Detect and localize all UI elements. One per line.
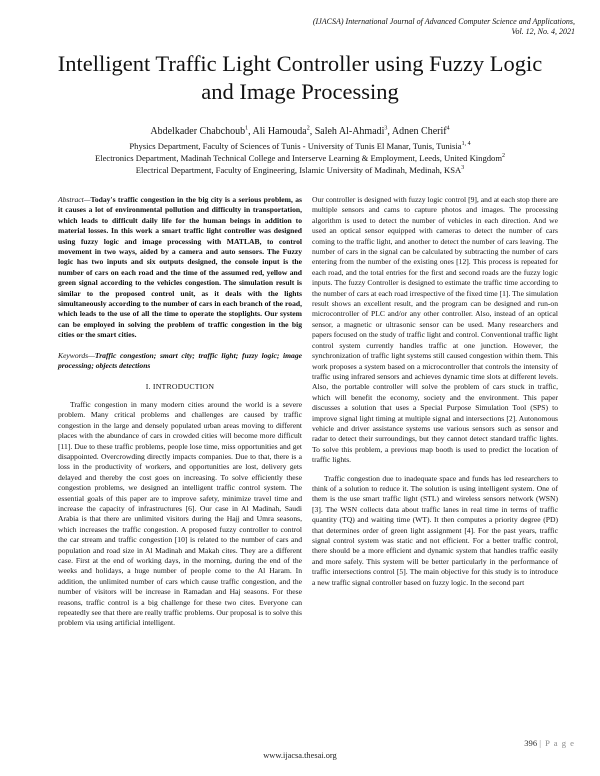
author-name: Ali Hamouda: [252, 126, 307, 137]
author-name: Adnen Cherif: [391, 126, 447, 137]
body-paragraph: Our controller is designed with fuzzy logic control [9], and at each stop there are multiple sensors and cams to capture photos and images. The processing algorithm is used to detect the number of vehicles in each direction. And we used an optical sensor equipped with cameras to detect the number of cars coming to the traffic light, and another to detect the number of cars leaving. The number of cars in the signal can be calculated by subtracting the number of cars entering from the number of the existing ones [12]. This process is repeated for each road, and the total entries for the first and second roads are the fuzzy logic inputs. The fuzzy Controller is designed to estimate the traffic time according to the number of cars at each road irrespective of the fixed time [1]. The simulation result shows an excellent result, and the program can be designed and run-on microcontroller of PLC and/or any other controller. Also, instead of an optical sensor, a magnetic or ultrasonic sensor can be used. Many researchers and papers focused on the study of traffic light and control. Conventional traffic light control system currently handles traffic at one junction. However, the synchronization of traffic light systems still caused congestion within them. This work proposes a system based on a microcontroller that controls the intensity of traffic using infrared sensors and achieves dynamic time slots at different levels. Also, the portable controller will solve the problem of cars stuck in traffic, which will benefit the economy, society and the environment. This paper discusses a solution that uses a Special Purpose Simulation Tool (SPS) to improve signal light timing at multiple signal and intersections [2]. Autonomous vehicle and driver assistance systems use various sensors such as sensor and radar to detect their surroundings, but they cannot detect standard traffic lights. To solve this problem, a previous map booth is used to predict the location of traffic lights.: [312, 195, 558, 465]
affiliation-list: [0, 140, 600, 176]
keywords: [58, 351, 302, 372]
journal-header: [215, 17, 575, 36]
affiliation-text: Electrical Department, Faculty of Engineering, Islamic University of Madinah, Medinah, KSA: [135, 165, 462, 175]
page-label: | P a g e: [539, 738, 575, 748]
journal-name: (IJACSA) International Journal of Advanced Computer Science and Applications,: [312, 17, 575, 26]
affiliation-text: Physics Department, Faculty of Sciences of Tunis - University of Tunis El Manar, Tunis, Tunisia: [129, 141, 462, 151]
keywords-text: Traffic congestion; smart city; traffic light; fuzzy logic; image processing; objects detections: [58, 350, 302, 371]
abstract-lead: Abstract—: [58, 195, 91, 204]
keywords-lead: Keywords—: [58, 350, 95, 360]
author-list: Abdelkader Chabchoub$^1$, Ali Hamouda$^2$, Saleh Al-Ahmadi$^3$, Adnen Cherif$^4$: [150, 125, 450, 137]
affiliation: [0, 140, 600, 152]
author-affil-mark: 4: [446, 125, 450, 132]
intro-paragraph: Traffic congestion in many modern cities around the world is a severe problem. Many critical problems and challenges are caused by traffic congestion in the large and densely populated urban areas moving to different places with the abundance of cars in crowded cities will become more difficult [11]. Due to these traffic problems, people lose time, miss opportunities and get disappointed. Overcrowding directly impacts companies. Due to that, there is a loss in the productivity of workers, and opportunities are lost, delivery gets delayed and thereby the cost goes on increasing. To solve efficiently these congestion problems, we designed an intelligent traffic control system. The essential goals of this paper are to improve safety, minimize travel time and increase the capacity of infrastructures [6]. Our case in Al Madinah, Saudi Arabia is that there are unlimited visitors during the Hajj and Umra seasons, which increases the traffic congestion. A proposed fuzzy controller to control the car stream and traffic congestion [10] is related to the number of cars and population and road size in Al Madinah and Makah cites. They are a different case. First at the end of working days, in the morning, during the end of the weeks and holidays, a huge number of people come to the Al Haram. In addition, the unlimited number of cars which cause traffic congestion, and the number of visitors will be increase in Ramadan and Haj seasons. For these reasons, traffic control is a big challenge for these two cites. Everyone can repeatedly see that there are really traffic problems. Our proposal is to solve this problem via using artificial intelligent.: [58, 399, 302, 628]
author-affil-mark: 3: [384, 125, 388, 132]
affiliation-text: Electronics Department, Madinah Technical College and Interserve Learning & Employment, Leeds, United Kingdom: [94, 153, 503, 163]
author-affil-mark: 2: [306, 125, 310, 132]
affiliation: [0, 164, 600, 176]
left-column: [58, 195, 302, 629]
journal-volume: Vol. 12, No. 4, 2021: [511, 26, 575, 36]
author-affil-mark: 1: [245, 125, 249, 132]
affiliation-mark: 2: [502, 153, 506, 160]
title-line-2: and Image Processing: [201, 79, 399, 104]
affiliation-mark: 1, 4: [461, 141, 471, 148]
affiliation-mark: 3: [461, 165, 465, 172]
section-heading-introduction: I. INTRODUCTION: [145, 381, 215, 391]
abstract-text: Today's traffic congestion in the big city is a serious problem, as it causes a lot of environmental pollution and difficulty in transportation, which leads to difficult daily life for the human beings in addition to material losses. In this work a smart traffic light controller was designed using fuzzy logic and image processing with MATLAB, to control movement in two ways, aided by a camera and auto sensors. The Fuzzy logic has two inputs and six outputs designed, the console input is the number of cars on each road and the time of the assumed red, yellow and green signal according to the vehicles congestion. The simulation result is similar to the proposed control unit, as it deals with the lights simultaneously according to the number of cars in each branch of the road, which leads to the use of all the time to operate the stoplights. Our system can be employed in solving the problem of traffic congestion in the big cities or the smart cities.: [58, 195, 302, 340]
affiliation: [0, 152, 600, 164]
abstract: [58, 195, 302, 341]
paper-title: [20, 50, 580, 106]
journal-url[interactable]: www.ijacsa.thesai.org: [263, 751, 337, 760]
author-name: Saleh Al-Ahmadi: [314, 126, 385, 137]
body-paragraph: Traffic congestion due to inadequate space and funds has led researchers to think of a solution to reduce it. The solution is using intelligent system. One of them is the use smart traffic light (STL) and wireless sensors network (WSN) [3]. The WSN collects data about traffic lanes in real time in terms of traffic quantity (TQ) and waiting time (WT). It then computes a priority degree (PD) that determines order of green light assignment [4]. For the past years, traffic signal control system was static and not efficient. For a better traffic control, there should be a more efficient and dynamic system that handles traffic easily and more safely. This system will be better particularly in the performance of traffic intersections control [5]. The main objective for this study is to introduce a new traffic signal controller based on fuzzy logic. In the second part: [312, 473, 558, 587]
author-name: Abdelkader Chabchoub: [150, 126, 246, 137]
title-line-1: Intelligent Traffic Light Controller using Fuzzy Logic: [57, 51, 543, 76]
right-column: [312, 195, 558, 588]
page-number-value: 396: [524, 738, 538, 748]
page-number: [524, 738, 575, 748]
